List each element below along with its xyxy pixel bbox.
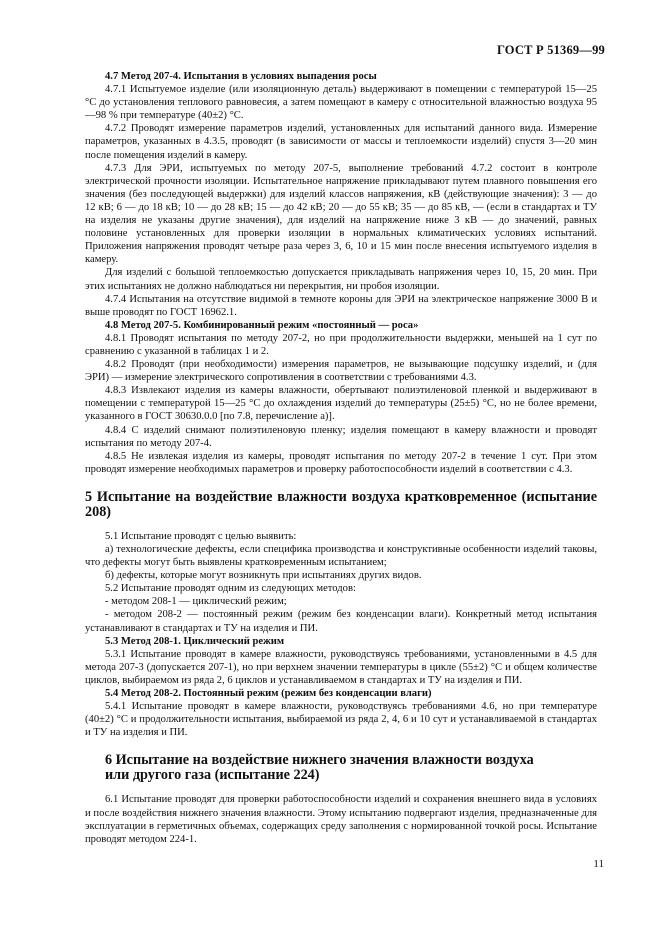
document-body xyxy=(85,70,597,846)
paragraph: 5.3.1 Испытание проводят в камере влажности, руководствуясь требованиями, установленными в 4.5 для метода 207-3 (допускается 207-1), но при верхнем значении температуры в цикле (55±2) °С и общем количестве циклов, выбираемом из ряда 2, 6 циклов и устанавливаемом в стандартах и ТУ на изделия и ПИ. xyxy=(85,648,597,686)
paragraph: 5.4.1 Испытание проводят в камере влажности, руководствуясь требованиями 4.6, но при температуре (40±2) °С и продолжительности испытания, выбираемой из ряда 2, 4, 6 и 10 сут и устанавливаемой в стандартах и ТУ на изделия и ПИ. xyxy=(85,701,597,739)
section-heading: 6 Испытание на воздействие нижнего значения влажности воздуха или другого газа (испытание 224) xyxy=(105,752,534,784)
subsection-heading: 5.3 Метод 208-1. Циклический режим xyxy=(105,635,285,647)
paragraph: Для изделий с большой теплоемкостью допускается прикладывать напряжения через 10, 15, 20 мин. При этих испытаниях не должно наблюдаться ни перекрытия, ни пробоя изоляции. xyxy=(85,267,597,292)
subsection-heading: 4.8 Метод 207-5. Комбинированный режим «постоянный — роса» xyxy=(105,319,419,331)
paragraph: 5.2 Испытание проводят одним из следующих методов: xyxy=(105,583,356,595)
paragraph: 4.8.4 С изделий снимают полиэтиленовую пленку; изделия помещают в камеру влажности и проводят испытания по методу 207-4. xyxy=(85,424,597,449)
paragraph: 6.1 Испытание проводят для проверки работоспособности изделий и сохранения внешнего вида в условиях и после воздействия нижнего значения влажности. Этому испытанию подвергают изделия, предназначенные для эксплуатации в герметичных объемах, содержащих среду заполнения с нормированной точкой росы. Испытание проводят методом 224-1. xyxy=(85,794,597,845)
paragraph: - методом 208-1 — циклический режим; xyxy=(105,596,287,608)
paragraph: б) дефекты, которые могут возникнуть при испытаниях других видов. xyxy=(105,570,422,582)
section-heading: 5 Испытание на воздействие влажности воздуха кратковременное (испытание 208) xyxy=(85,488,597,520)
paragraph: 4.7.1 Испытуемое изделие (или изоляционную деталь) выдерживают в помещении с температурой 15—25 °С до установления теплового равновесия, а затем помещают в камеру с относительной влажностью воздуха 95—98 % при температуре (40±2) °С. xyxy=(85,84,597,122)
paragraph: 4.8.1 Проводят испытания по методу 207-2, но при продолжительности выдержки, меньшей на 1 сут по сравнению с указанной в таблицах 1 и 2. xyxy=(85,332,597,357)
paragraph: а) технологические дефекты, если специфика производства и конструктивные особенности изделий таковы, что дефекты могут быть выявлены кратковременным испытанием; xyxy=(85,544,597,569)
paragraph: 5.1 Испытание проводят с целью выявить: xyxy=(105,530,297,542)
subsection-heading: 4.7 Метод 207-4. Испытания в условиях выпадения росы xyxy=(105,71,377,82)
paragraph: 4.7.3 Для ЭРИ, испытуемых по методу 207-5, выполнение требований 4.7.2 состоит в контроле электрической прочности изоляции. Испытательное напряжение прикладывают путем плавного повышения его значения (без последующей выдержки) для изделий классов напряжения, кВ (действующие значения): 3 — до 12 кВ; 6 — до 18 кВ; 10 — до 28 кВ; 15 — до 42 кВ; 20 — до 55 кВ; 35 — до 85 кВ, — (если в стандартах и ТУ на изделия не указаны другие значения), для изделий на напряжение ниже 3 кВ — до значений, равных половине установленных для проверки изоляции в нормальных климатических условиях испытаний. Приложения напряжения проводят четыре раза через 3, 6, 10 и 15 мин после внесения испытуемого изделия в камеру. xyxy=(85,162,597,266)
document-header: ГОСТ Р 51369—99 xyxy=(496,43,605,57)
paragraph: 4.8.5 Не извлекая изделия из камеры, проводят испытания по методу 207-2 в течение 1 сут. При этом проводят измерение необходимых параметров и проверку работоспособности изделий в соответствии с 4.3. xyxy=(85,450,597,475)
paragraph: 4.7.4 Испытания на отсутствие видимой в темноте короны для ЭРИ на электрическое напряжение 3000 В и выше проводят по ГОСТ 16962.1. xyxy=(85,293,597,318)
paragraph: 4.8.3 Извлекают изделия из камеры влажности, обертывают полиэтиленовой пленкой и выдерживают в помещении с температурой 15—25 °С до охлаждения изделий до температуры (25±5) °С, но не более времени, указанного в ГОСТ 30630.0.0 [по 7.8, перечисление а)]. xyxy=(85,385,597,423)
subsection-heading: 5.4 Метод 208-2. Постоянный режим (режим без конденсации влаги) xyxy=(105,688,432,700)
paragraph: 4.7.2 Проводят измерение параметров изделий, установленных для испытаний данного вида. Измерение параметров, указанных в 4.3.5, проводят (в зависимости от массы и теплоемкости изделий) спустя 3—20 мин после помещения изделий в камеру. xyxy=(85,123,597,161)
paragraph: - методом 208-2 — постоянный режим (режим без конденсации влаги). Конкретный метод испытания устанавливают в стандартах и ТУ на изделия и ПИ. xyxy=(85,609,597,634)
paragraph: 4.8.2 Проводят (при необходимости) измерения параметров, не вызывающие подсушку изделий, и (для ЭРИ) — измерение электрического сопротивления в соответствии с требованиями 4.3. xyxy=(85,359,597,384)
page-number: 11 xyxy=(593,858,604,870)
